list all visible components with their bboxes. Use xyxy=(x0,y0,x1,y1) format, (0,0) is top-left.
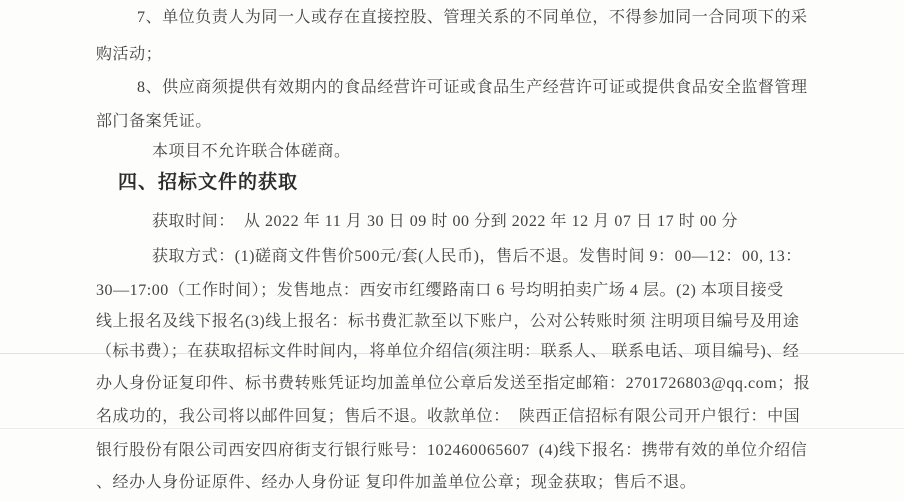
text-line: 8、供应商须提供有效期内的食品经营许可证或食品生产经营许可证或提供食品安全监督管理 xyxy=(137,79,808,96)
text-line: 线上报名及线下报名(3)线上报名：标书费汇款至以下账户，公对公转账时须 注明项目编号及用途 xyxy=(96,313,800,330)
text-line: 银行股份有限公司西安四府街支行银行账号：102460065607 (4)线下报名：携带有效的单位介绍信 xyxy=(96,442,808,459)
text-line: 办人身份证复印件、标书费转账凭证均加盖单位公章后发送至指定邮箱：2701726803@qq.com；报 xyxy=(96,375,811,392)
text-line: 购活动； xyxy=(96,46,163,63)
text-line: 获取方式：(1)磋商文件售价500元/套(人民币)，售后不退。发售时间 9：00—12：00, 13： xyxy=(152,248,802,265)
text-line: 本项目不允许联合体磋商。 xyxy=(152,143,351,160)
text-line: 部门备案凭证。 xyxy=(96,113,212,130)
text-line: 30—17:00（工作时间）；发售地点：西安市红缨路南口 6 号均明拍卖广场 4 层。(2) 本项目接受 xyxy=(96,282,784,299)
text-line: 、经办人身份证原件、经办人身份证 复印件加盖单位公章；现金获取；售后不退。 xyxy=(96,474,697,491)
text-line: 名成功的，我公司将以邮件回复；售后不退。收款单位： 陕西正信招标有限公司开户银行：中国 xyxy=(96,408,801,425)
text-line: 获取时间： 从 2022 年 11 月 30 日 09 时 00 分到 2022 年 12 月 07 日 17 时 00 分 xyxy=(152,213,739,230)
section-heading: 四、招标文件的获取 xyxy=(118,172,299,193)
text-line: 7、单位负责人为同一人或存在直接控股、管理关系的不同单位，不得参加同一合同项下的采 xyxy=(137,9,808,26)
text-line: （标书费）；在获取招标文件时间内，将单位介绍信(须注明：联系人、 联系电话、项目编号)、经 xyxy=(96,343,800,360)
scan-artifact-line xyxy=(0,428,904,429)
